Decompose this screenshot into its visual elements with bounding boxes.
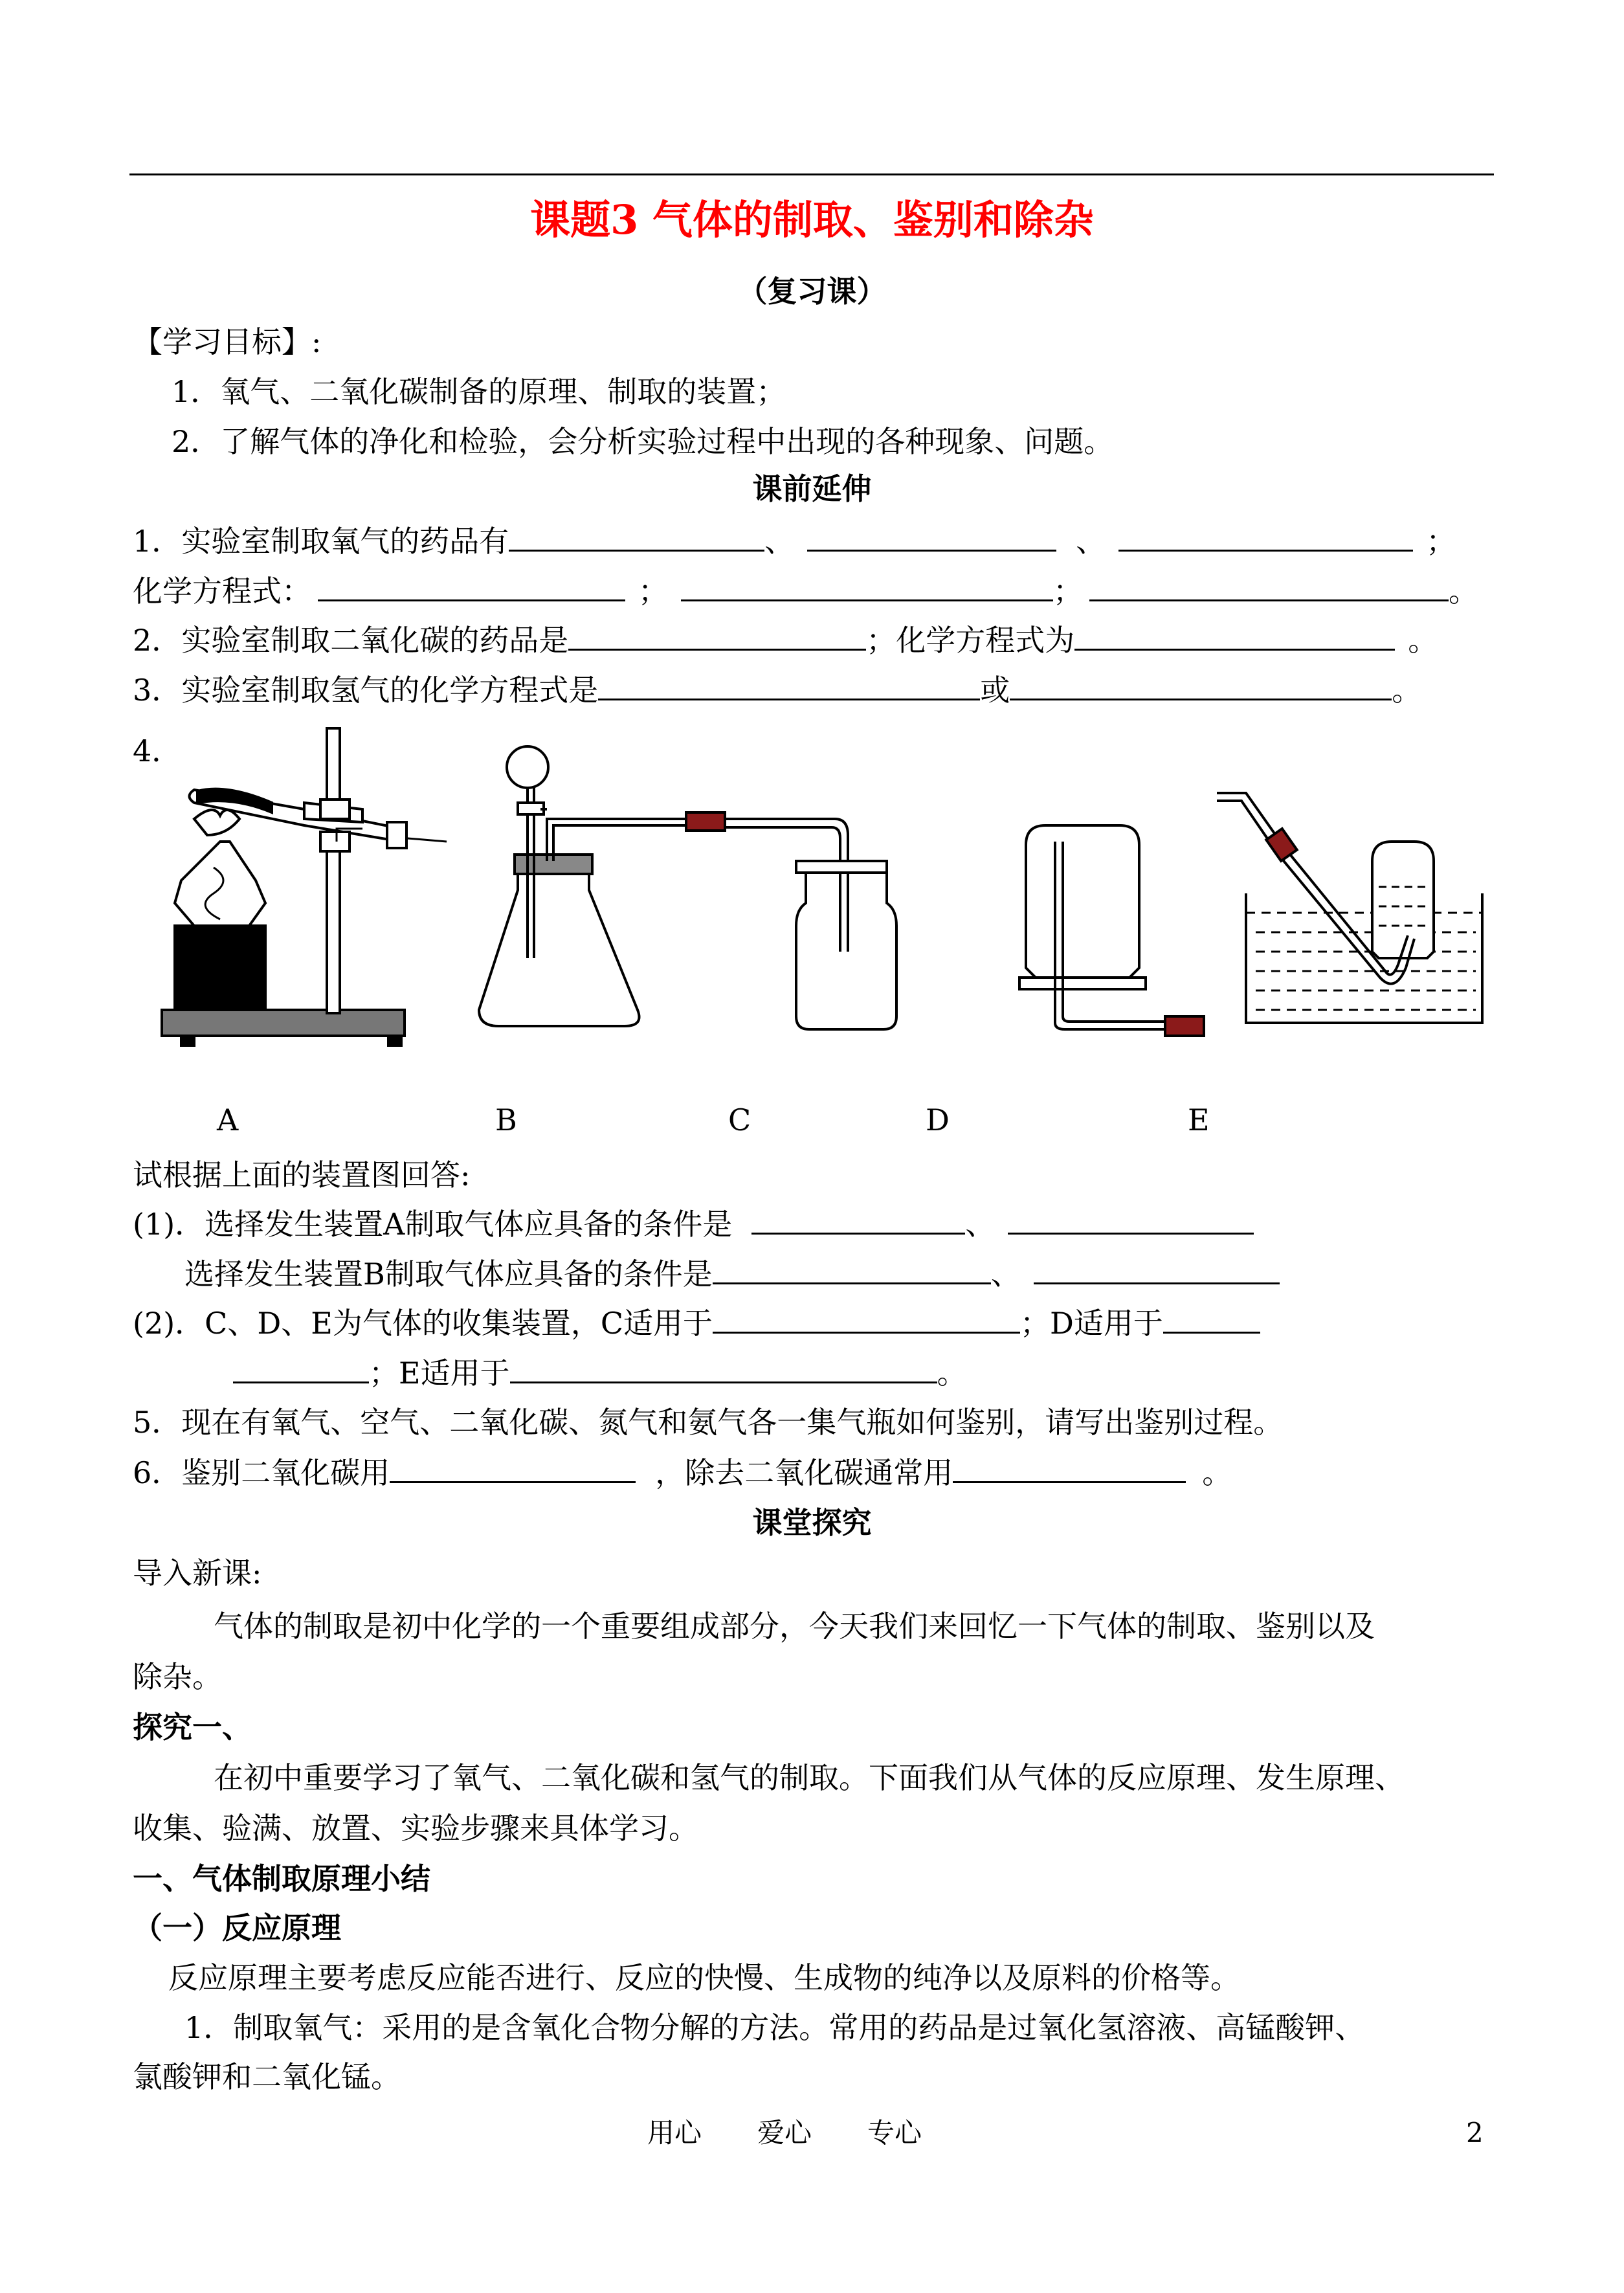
explore-paragraph-1: 在初中重要学习了氧气、二氧化碳和氢气的制取。下面我们从气体的反应原理、发生原理、: [214, 1760, 1405, 1795]
q1b-end: 。: [1449, 574, 1478, 609]
q4-intro: 试根据上面的装置图回答:: [133, 1158, 471, 1192]
q1-sep: 、: [764, 524, 795, 559]
q2-end: 。: [1408, 623, 1438, 658]
q4-1b-blank-1[interactable]: [713, 1254, 991, 1284]
page-title: 课题3 气体的制取、鉴别和除杂: [530, 196, 1094, 243]
q4-1b: [184, 1254, 1280, 1293]
q4-2b-blank-1[interactable]: [233, 1353, 369, 1383]
subtitle: （复习课）: [737, 274, 887, 309]
q4-2a-text: (2)．C、D、E为气体的收集装置，C适用于: [133, 1306, 713, 1341]
label-c: C: [728, 1102, 751, 1137]
section-class: 课堂探究: [752, 1505, 872, 1540]
label-b: B: [495, 1102, 517, 1137]
flame: [194, 810, 239, 835]
objective-1: 1．氧气、二氧化碳制备的原理、制取的装置；: [172, 374, 786, 409]
collecting-bottle: [796, 873, 896, 1029]
q1-end: ；: [1426, 524, 1456, 559]
q6-mid: ，除去二氧化碳通常用: [655, 1455, 953, 1490]
q1b-sep-2: ；: [1053, 574, 1083, 609]
apparatus-b: [479, 746, 686, 1026]
q6-text: 6．鉴别二氧化碳用: [133, 1455, 390, 1490]
apparatus-a: [162, 728, 447, 1046]
q4-2a-blank-1[interactable]: [713, 1303, 1020, 1334]
q4-2a-mid: ；D适用于: [1020, 1306, 1163, 1341]
objective-2: 2．了解气体的净化和检验，会分析实验过程中出现的各种现象、问题。: [172, 424, 1114, 459]
apparatus-d: [1019, 825, 1204, 1036]
explore-paragraph-2: 收集、验满、放置、实验步骤来具体学习。: [133, 1811, 698, 1846]
e-bottle: [1372, 842, 1434, 958]
inverted-bottle: [1026, 825, 1139, 978]
stand-base: [162, 1010, 405, 1036]
heading-1: 一、气体制取原理小结: [133, 1861, 430, 1896]
q4-2a: [133, 1303, 1260, 1343]
clamp: [320, 800, 350, 819]
q6-blank-2[interactable]: [953, 1453, 1186, 1483]
footer-yongxin: 用心: [647, 2117, 702, 2149]
apparatus-e: [1217, 793, 1482, 1023]
q4-1a-blank-1[interactable]: [751, 1204, 965, 1235]
alcohol-lamp: [175, 842, 265, 926]
q4-2b: [133, 1353, 967, 1393]
stand-rod: [327, 728, 340, 1013]
objectives-heading: 【学习目标】:: [133, 324, 322, 359]
question-5: 5．现在有氧气、空气、二氧化碳、氮气和氨气各一集气瓶如何鉴别，请写出鉴别过程。: [133, 1405, 1284, 1440]
footer-zhuanxin: 专心: [867, 2117, 922, 2149]
oxygen-paragraph-1: 1．制取氧气：采用的是含氧化合物分解的方法。常用的药品是过氧化氢溶液、高锰酸钾、: [184, 2010, 1365, 2045]
rubber-tube: [686, 812, 725, 831]
lamp-block: [175, 926, 265, 1010]
q4-1a: [133, 1204, 1254, 1244]
q4-1b-sep: 、: [990, 1257, 1021, 1292]
q4-2b-blank-2[interactable]: [510, 1353, 937, 1383]
q2-mid: ；化学方程式为: [866, 623, 1075, 658]
page-number: 2: [1466, 2117, 1484, 2149]
q2-text: 2．实验室制取二氧化碳的药品是: [133, 623, 569, 658]
footer-aixin: 爱心: [757, 2117, 812, 2149]
q4-2a-blank-2[interactable]: [1163, 1303, 1260, 1334]
label-d: D: [926, 1102, 950, 1137]
q1b-text: 化学方程式：: [133, 574, 311, 609]
question-4: 4．: [133, 733, 182, 768]
q4-1b-text: 选择发生装置B制取气体应具备的条件是: [184, 1257, 713, 1292]
intro-heading: 导入新课:: [133, 1556, 262, 1591]
q4-1a-sep: 、: [965, 1207, 996, 1242]
q3-mid: 或: [980, 673, 1010, 708]
label-a: A: [217, 1102, 239, 1137]
label-e: E: [1188, 1102, 1210, 1137]
q4-2b-mid: ；E适用于: [369, 1356, 510, 1391]
q6-blank-1[interactable]: [390, 1453, 636, 1483]
q1-text: 1．实验室制取氧气的药品有: [133, 524, 509, 559]
heading-2: （一）反应原理: [133, 1910, 341, 1945]
question-6: [133, 1453, 1232, 1492]
q4-1b-blank-2[interactable]: [1034, 1254, 1280, 1284]
q3-text: 3．实验室制取氢气的化学方程式是: [133, 673, 599, 708]
conical-flask: [479, 855, 640, 1026]
q1b-sep: ；: [638, 574, 668, 609]
intro-paragraph-1: 气体的制取是初中化学的一个重要组成部分，今天我们来回忆一下气体的制取、鉴别以及: [214, 1609, 1375, 1644]
q3-end: 。: [1392, 673, 1422, 708]
funnel-bulb: [507, 746, 548, 788]
oxygen-paragraph-2: 氯酸钾和二氧化锰。: [133, 2059, 401, 2094]
q4-2b-end: 。: [937, 1356, 967, 1391]
q4-1a-text: (1)．选择发生装置A制取气体应具备的条件是: [133, 1207, 733, 1242]
intro-paragraph-2: 除杂。: [133, 1659, 222, 1694]
q6-end: 。: [1202, 1455, 1232, 1490]
apparatus-c: [686, 812, 896, 1029]
glass-plate: [796, 861, 887, 873]
section-pre: 课前延伸: [752, 471, 872, 506]
explore-heading: 探究一、: [133, 1710, 252, 1745]
q4-1a-blank-2[interactable]: [1008, 1204, 1254, 1235]
principle-paragraph: 反应原理主要考虑反应能否进行、反应的快慢、生成物的纯净以及原料的价格等。: [168, 1960, 1240, 1995]
q1-sep-2: 、: [1076, 524, 1106, 559]
